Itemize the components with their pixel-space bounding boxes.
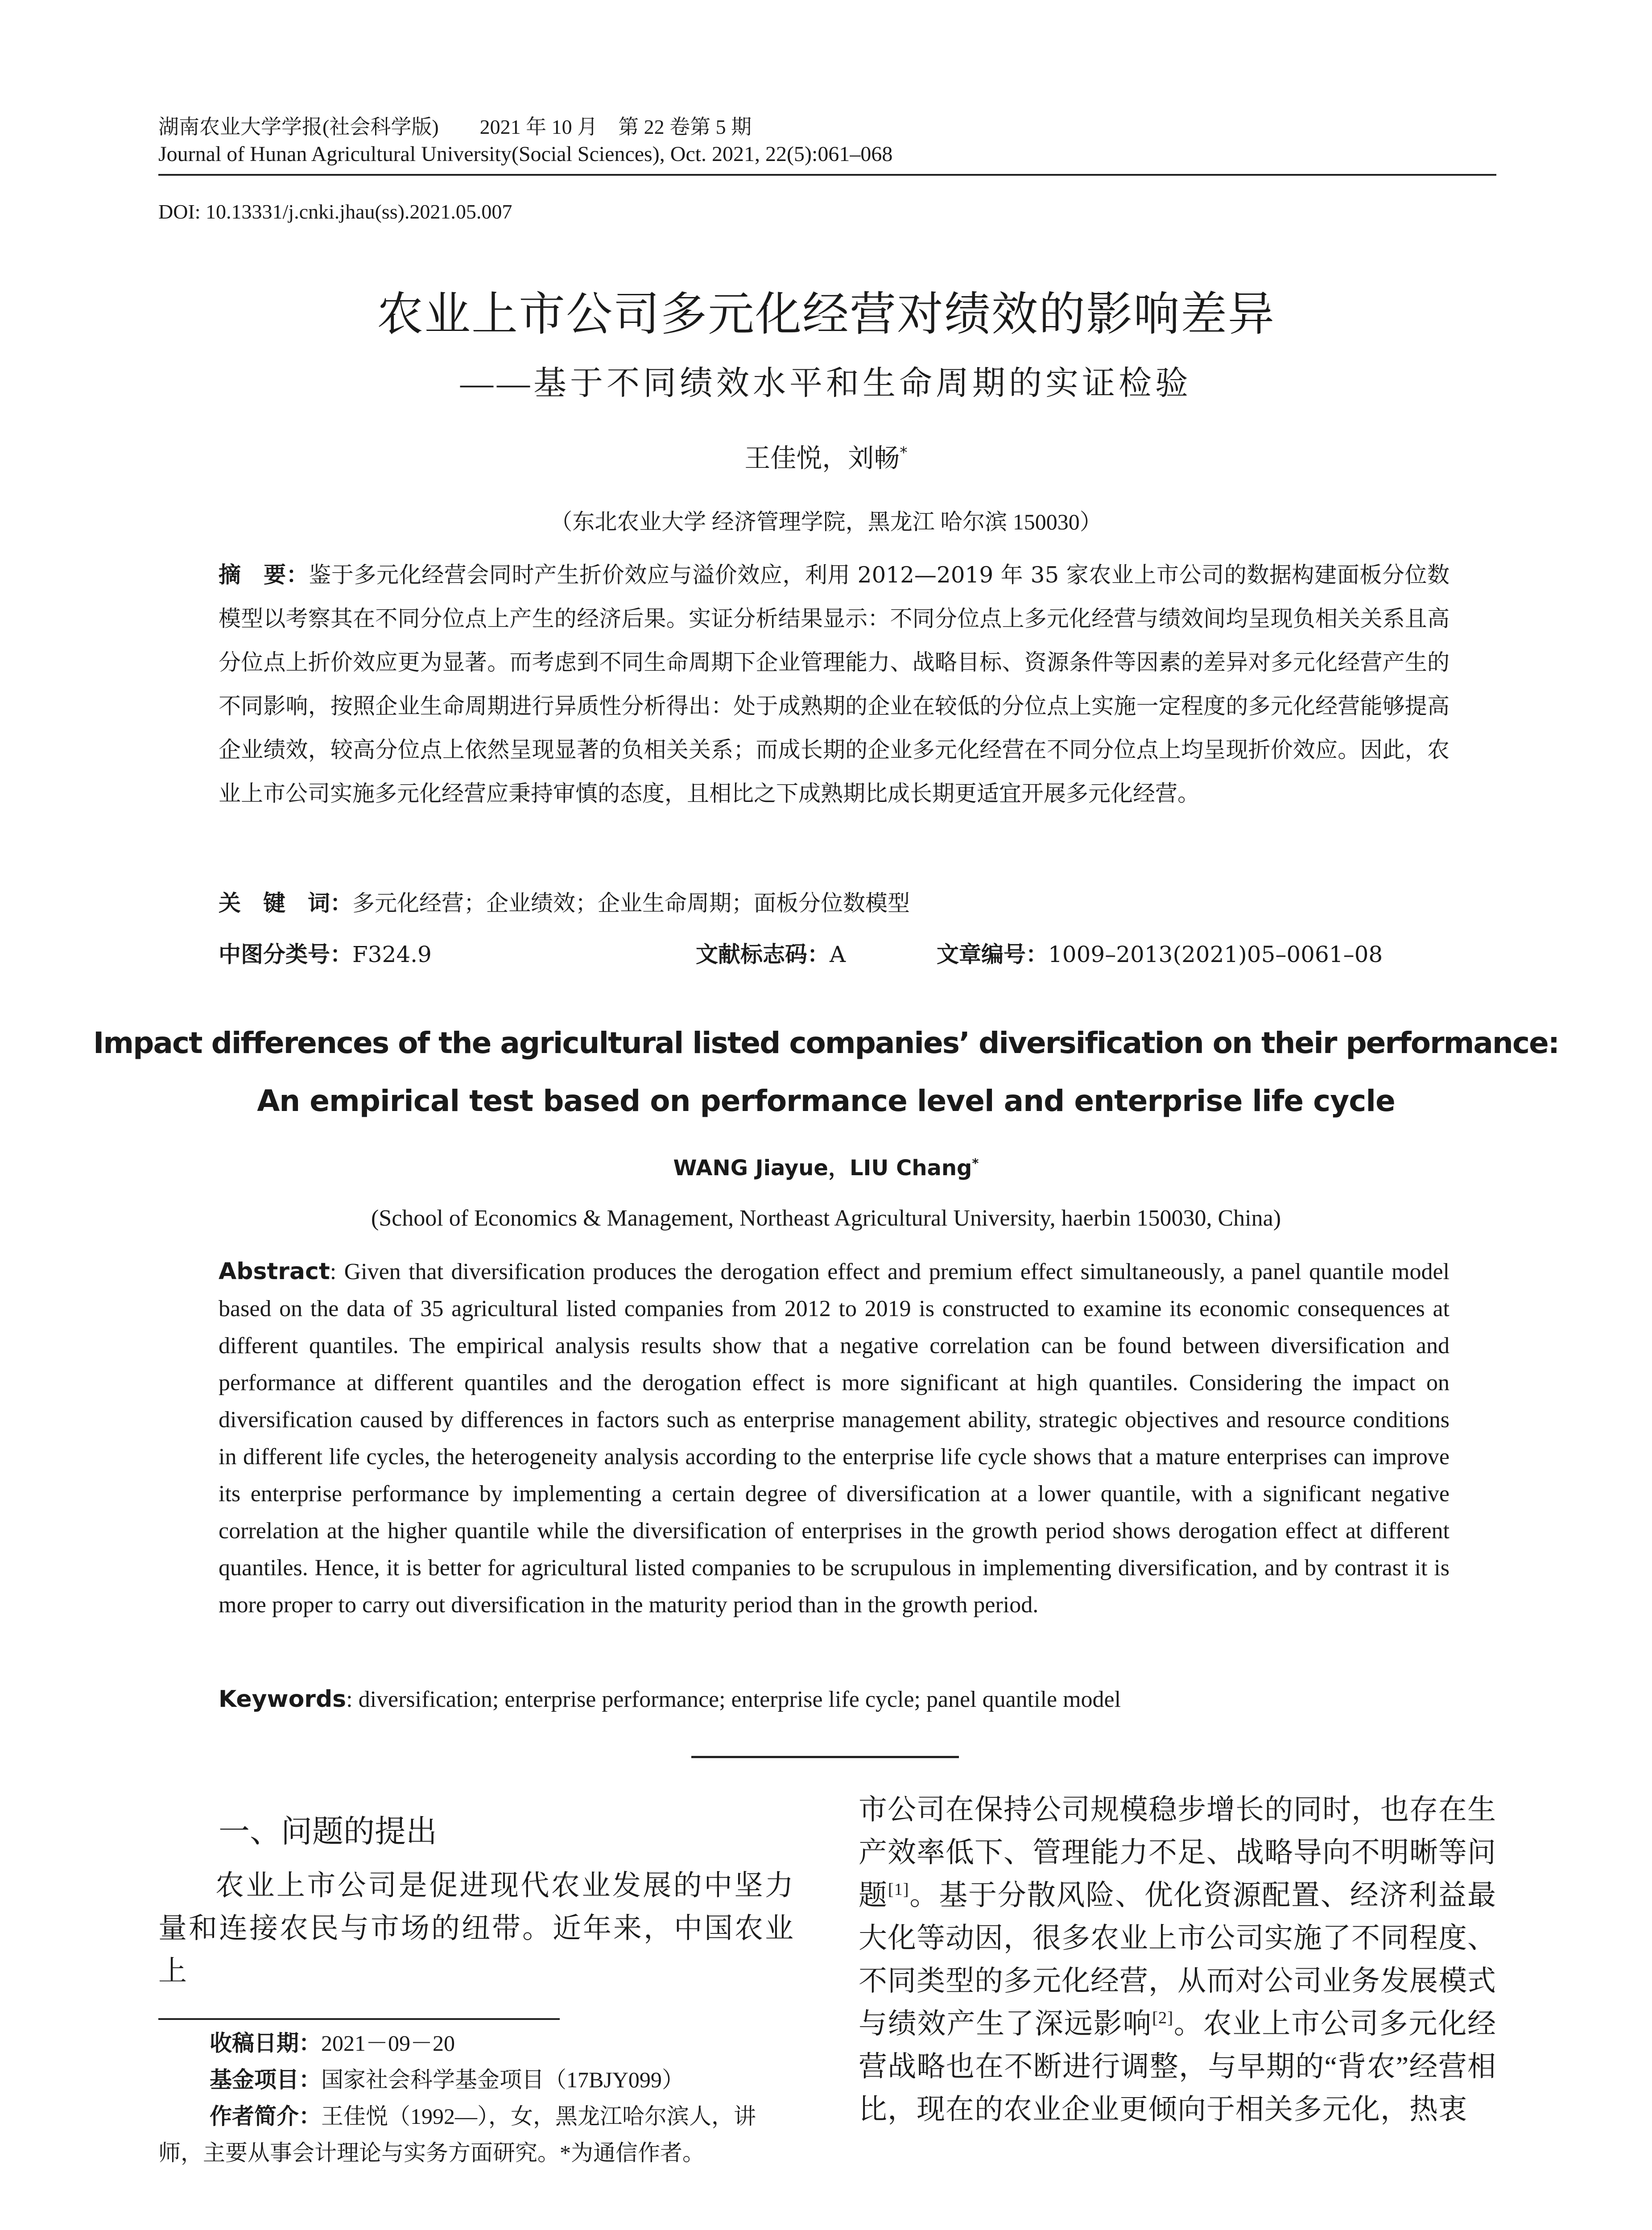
footnote-fund (210, 2061, 684, 2098)
journal-header-cn: 湖南农业大学学报(社会科学版) 2021 年 10 月 第 22 卷第 5 期 (158, 116, 752, 138)
footnote-rule (158, 2018, 560, 2020)
body-right-column (859, 1788, 1496, 2131)
bio-label: 作者简介： (210, 2103, 321, 2129)
article-number (937, 937, 1383, 969)
document-code-value: A (830, 942, 846, 967)
keywords-cn (219, 885, 1450, 917)
received-label: 收稿日期： (210, 2030, 321, 2056)
footnote-received (210, 2025, 455, 2061)
affiliation-en: (School of Economics & Management, Northeast Agricultural University, haerbin 150030, China) (371, 1206, 1281, 1231)
keywords-cn-text: 多元化经营；企业绩效；企业生命周期；面板分位数模型 (352, 890, 910, 916)
authors-en-names: WANG Jiayue，LIU Chang (673, 1156, 972, 1181)
abstract-cn (219, 553, 1450, 815)
citation-ref[interactable]: [2] (1152, 2008, 1173, 2028)
article-number-label: 文章编号： (937, 942, 1048, 967)
citation-ref[interactable]: [1] (888, 1880, 909, 1899)
keywords-cn-label: 关 键 词： (219, 890, 352, 916)
title-en-line2: An empirical test based on performance level and enterprise life cycle (257, 1084, 1395, 1118)
abstract-cn-text: 鉴于多元化经营会同时产生折价效应与溢价效应，利用 2012—2019 年 35 家农业上市公司的数据构建面板分位数模型以考察其在不同分位点上产生的经济后果。实证分析结果显示：不同分位点上多元化经营与绩效间均呈现负相关关系且高分位点上折价效应更为显著。而考虑到不同生命周期下企业管理能力、战略目标、资源条件等因素的差异对多元化经营产生的不同影响，按照企业生命周期进行异质性分析得出：处于成熟期的企业在较低的分位点上实施一定程度的多元化经营能够提高企业绩效，较高分位点上依然呈现显著的负相关关系；而成长期的企业多元化经营在不同分位点上均呈现折价效应。因此，农业上市公司实施多元化经营应秉持审慎的态度，且相比之下成熟期比成长期更适宜开展多元化经营。 (219, 562, 1450, 806)
clc-label: 中图分类号： (219, 942, 352, 967)
abstract-en-text: : Given that diversification produces the derogation effect and premium effect simultaneously, a panel quantile model based on the data of 35 agricultural listed companies from 2012 to 2019 is constructed to examine its economic consequences at different quantiles. The empirical analysis results show that a negative correlation can be found between diversification and performance at different quantiles and the derogation effect is more significant at high quantiles. Considering the impact on diversification caused by differences in factors such as enterprise management ability, strategic objectives and resource conditions in different life cycles, the heterogeneity analysis according to the enterprise life cycle shows that a mature enterprises can improve its enterprise performance by implementing a certain degree of diversification at a lower quantile, with a significant negative correlation at the higher quantile while the diversification of enterprises in the growth period shows derogation effect at different quantiles. Hence, it is better for agricultural listed companies to be scrupulous in implementing diversification, and by contrast it is more proper to carry out diversification in the maturity period than in the growth period. (219, 1259, 1450, 1618)
bio-value: 王佳悦（1992—），女，黑龙江哈尔滨人，讲师，主要从事会计理论与实务方面研究。*为通信作者。 (158, 2104, 756, 2165)
authors-cn (0, 437, 1652, 475)
title-cn: 农业上市公司多元化经营对绩效的影响差异 (376, 287, 1275, 341)
keywords-en-text: : diversification; enterprise performance; enterprise life cycle; panel quantile model (346, 1687, 1121, 1712)
title-en-line1: Impact differences of the agricultural listed companies’ diversification on their performance: (93, 1026, 1559, 1060)
keywords-en (219, 1686, 1450, 1713)
corresponding-mark: * (900, 444, 908, 462)
journal-header-en: Journal of Hunan Agricultural University(Social Sciences), Oct. 2021, 22(5):061–068 (158, 142, 893, 166)
article-number-value: 1009–2013(2021)05–0061–08 (1048, 942, 1383, 967)
affiliation-cn: （东北农业大学 经济管理学院，黑龙江 哈尔滨 150030） (550, 509, 1102, 534)
clc-value: F324.9 (352, 942, 432, 967)
fund-label: 基金项目： (210, 2067, 321, 2093)
abstract-en-label: Abstract (219, 1258, 330, 1285)
abstract-cn-label: 摘 要： (219, 562, 309, 588)
keywords-en-label: Keywords (219, 1686, 347, 1713)
fund-value: 国家社会科学基金项目（17BJY099） (321, 2067, 684, 2092)
document-code (696, 937, 846, 969)
document-code-label: 文献标志码： (696, 942, 830, 967)
corresponding-mark-en: * (972, 1156, 979, 1171)
section-heading: 一、问题的提出 (219, 1813, 437, 1850)
header-rule (158, 174, 1496, 176)
authors-en (0, 1151, 1652, 1181)
body-right-text-c: 。农业上市公司多元化经营战略也在不断进行调整，与早期的“背农”经营相比，现在的农业企业更倾向于相关多元化，热衷 (859, 2008, 1497, 2125)
body-left-column: 农业上市公司是促进现代农业发展的中坚力量和连接农民与市场的纽带。近年来，中国农业上 (158, 1870, 794, 1987)
abstract-en (219, 1253, 1450, 1623)
body-right-text-b: 。基于分散风险、优化资源配置、经济利益最大化等动因，很多农业上市公司实施了不同程度、不同类型的多元化经营，从而对公司业务发展模式与绩效产生了深远影响 (859, 1879, 1497, 2040)
doi: DOI: 10.13331/j.cnki.jhau(ss).2021.05.007 (158, 200, 512, 223)
subtitle-cn: ——基于不同绩效水平和生命周期的实证检验 (460, 365, 1192, 402)
footnote-author-bio (158, 2098, 794, 2171)
authors-cn-names: 王佳悦，刘畅 (744, 443, 900, 473)
section-divider (691, 1756, 959, 1758)
received-value: 2021－09－20 (321, 2031, 455, 2056)
clc-number (219, 937, 432, 969)
body-right-text-a: 市公司在保持公司规模稳步增长的同时，也存在生产效率低下、管理能力不足、战略导向不明晰等问题 (859, 1794, 1496, 1911)
